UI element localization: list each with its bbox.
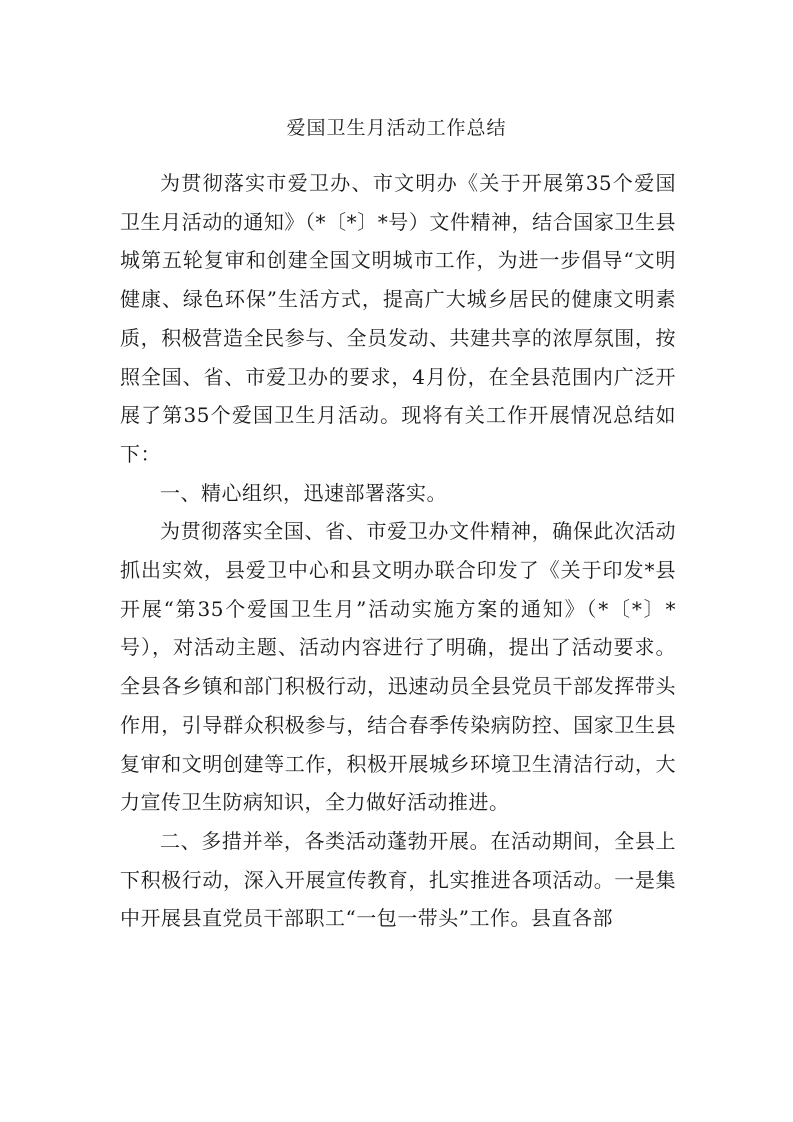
paragraph-intro: 为贯彻落实市爱卫办、市文明办《关于开展第35个爱国卫生月活动的通知》（*〔*〕*号）文件精神，结合国家卫生县城第五轮复审和创建全国文明城市工作，为进一步倡导“文明健康、绿色环保”生活方式，提高广大城乡居民的健康文明素质，积极营造全民参与、全员发动、共建共享的浓厚氛围，按照全国、省、市爱卫办的要求，4月份，在全县范围内广泛开展了第35个爱国卫生月活动。现将有关工作开展情况总结如下： — [120, 171, 676, 466]
paragraph-section-1: 为贯彻落实全国、省、市爱卫办文件精神，确保此次活动抓出实效，县爱卫中心和县文明办联合印发了《关于印发*县开展“第35个爱国卫生月”活动实施方案的通知》（*〔*〕*号），对活动主题、活动内容进行了明确，提出了活动要求。全县各乡镇和部门积极行动，迅速动员全县党员干部发挥带头作用，引导群众积极参与，结合春季传染病防控、国家卫生县复审和文明创建等工作，积极开展城乡环境卫生清洁行动，大力宣传卫生防病知识，全力做好活动推进。 — [120, 519, 676, 815]
document-title: 爱国卫生月活动工作总结 — [286, 117, 507, 139]
document-body — [120, 164, 676, 938]
paragraph-heading-1: 一、精心组织，迅速部署落实。 — [160, 480, 447, 505]
paragraph-section-2: 二、多措并举，各类活动蓬勃开展。在活动期间，全县上下积极行动，深入开展宣传教育，扎实推进各项活动。一是集中开展县直党员干部职工“一包一带头”工作。县直各部 — [120, 828, 676, 931]
